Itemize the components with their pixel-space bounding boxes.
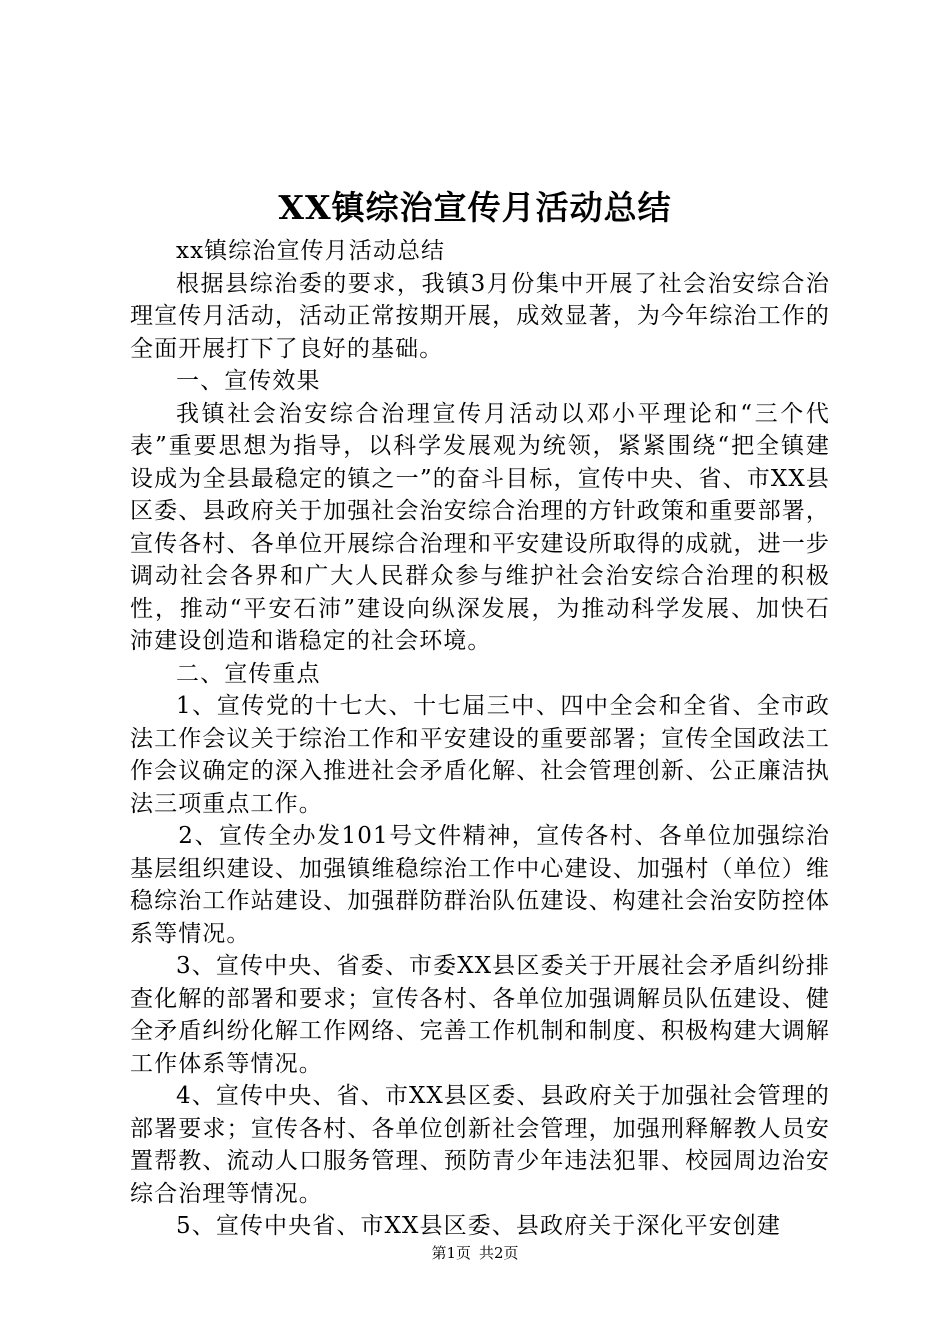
page-total: 共2页 — [479, 1244, 519, 1262]
section-heading-focus: 二、宣传重点 — [176, 660, 321, 687]
page-footer — [0, 1243, 950, 1263]
subtitle-line: xx镇综治宣传月活动总结 — [176, 238, 446, 264]
page-number: 第1页 — [431, 1244, 471, 1262]
document-body — [130, 235, 830, 1243]
document-title: XX镇综治宣传月活动总结 — [278, 188, 672, 227]
intro-paragraph: 根据县综治委的要求，我镇3月份集中开展了社会治安综合治理宣传月活动，活动正常按期开展，成效显著，为今年综治工作的全面开展打下了良好的基础。 — [130, 270, 830, 362]
focus-item-1: 1、宣传党的十七大、十七届三中、四中全会和全省、全市政法工作会议关于综治工作和平安建设的重要部署；宣传全国政法工作会议确定的深入推进社会矛盾化解、社会管理创新、公正廉洁执法三项重点工作。 — [130, 693, 830, 817]
focus-item-4: 4、宣传中央、省、市XX县区委、县政府关于加强社会管理的部署要求；宣传各村、各单位创新社会管理，加强刑释解教人员安置帮教、流动人口服务管理、预防青少年违法犯罪、校园周边治安综合治理等情况。 — [130, 1083, 830, 1207]
focus-item-5: 5、宣传中央省、市XX县区委、县政府关于深化平安创建 — [176, 1213, 781, 1239]
effect-paragraph: 我镇社会治安综合治理宣传月活动以邓小平理论和“三个代表”重要思想为指导，以科学发展观为统领，紧紧围绕“把全镇建设成为全县最稳定的镇之一”的奋斗目标，宣传中央、省、市XX县区委、县政府关于加强社会治安综合治理的方针政策和重要部署，宣传各村、各单位开展综合治理和平安建设所取得的成就，进一步调动社会各界和广大人民群众参与维护社会治安综合治理的积极性，推动“平安石沛”建设向纵深发展，为推动科学发展、加快石沛建设创造和谐稳定的社会环境。 — [130, 400, 830, 654]
section-heading-effect: 一、宣传效果 — [176, 368, 321, 394]
focus-item-3: 3、宣传中央、省委、市委XX县区委关于开展社会矛盾纠纷排查化解的部署和要求；宣传各村、各单位加强调解员队伍建设、健全矛盾纠纷化解工作网络、完善工作机制和制度、积极构建大调解工作体系等情况。 — [130, 953, 830, 1077]
focus-item-2: 2、宣传全办发101号文件精神，宣传各村、各单位加强综治基层组织建设、加强镇维稳综治工作中心建设、加强村（单位）维稳综治工作站建设、加强群防群治队伍建设、构建社会治安防控体系等情况。 — [130, 823, 830, 947]
